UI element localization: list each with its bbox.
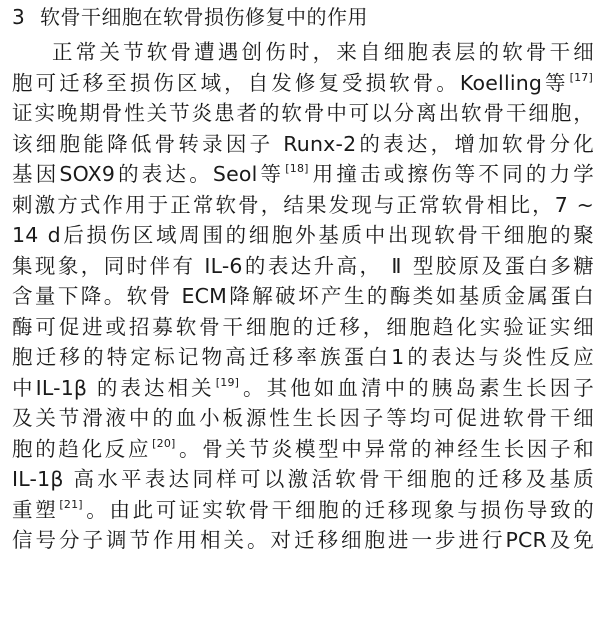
text-run: 含量下降。软骨 ECM降解破坏产生的酶类如基质金属蛋白: [12, 284, 594, 308]
citation-ref[interactable]: [21]: [59, 497, 83, 511]
text-run: 胞的趋化反应: [12, 436, 152, 461]
text-run: IL-1β 高水平表达同样可以激活软骨干细胞的迁移及基质: [12, 467, 594, 491]
text-run: 及关节滑液中的血小板源性生长因子等均可促进软骨干细: [12, 406, 594, 430]
text-line: [12, 525, 594, 555]
text-run: 基因SOX9的表达。Seol等: [12, 162, 285, 186]
text-line: [12, 342, 594, 372]
text-run: 正常关节软骨遭遇创伤时，来自细胞表层的软骨干细: [52, 40, 594, 64]
text-line: [12, 281, 594, 311]
section-heading: [12, 2, 368, 32]
citation-ref[interactable]: [17]: [569, 70, 593, 84]
text-run: 酶可促进或招募软骨干细胞的迁移，细胞趋化实验证实细: [12, 314, 594, 339]
citation-ref[interactable]: [20]: [152, 436, 176, 450]
citation-ref[interactable]: [18]: [285, 162, 309, 175]
text-line: [52, 37, 594, 67]
text-run: 14 d后损伤区域周围的细胞外基质中出现软骨干细胞的聚: [12, 223, 594, 247]
text-run: 用撞击或擦伤等不同的力学: [309, 162, 594, 186]
text-run: 胞迁移的特定标记物高迁移率族蛋白1的表达与炎性反应: [12, 345, 594, 369]
text-line: [12, 159, 594, 189]
text-line: [12, 495, 594, 525]
text-run: 。其他如血清中的胰岛素生长因子: [240, 375, 595, 400]
section-number: 3: [12, 5, 26, 29]
text-line: [12, 464, 594, 494]
text-run: 重塑: [12, 497, 59, 522]
text-line: [12, 373, 594, 403]
text-line: [12, 403, 594, 433]
text-line: [12, 220, 594, 250]
text-run: 。由此可证实软骨干细胞的迁移现象与损伤导致的: [83, 497, 594, 522]
section-title: 软骨干细胞在软骨损伤修复中的作用: [40, 5, 368, 29]
citation-ref[interactable]: [19]: [215, 375, 240, 389]
text-line: [12, 190, 594, 220]
text-line: [12, 129, 594, 159]
text-line: [12, 434, 594, 464]
text-line: [12, 98, 594, 128]
text-line: [12, 68, 594, 98]
text-run: 胞可迁移至损伤区域，自发修复受损软骨。Koelling等: [12, 70, 569, 95]
text-line: [12, 251, 594, 281]
text-run: 中IL-1β 的表达相关: [12, 375, 215, 400]
text-run: 。骨关节炎模型中异常的神经生长因子和: [176, 436, 594, 461]
text-line: [12, 312, 594, 342]
text-run: 信号分子调节作用相关。对迁移细胞进一步进行PCR及免: [12, 528, 594, 552]
text-run: 集现象，同时伴有 IL-6的表达升高， Ⅱ 型胶原及蛋白多糖: [12, 253, 594, 278]
text-run: 刺激方式作用于正常软骨，结果发现与正常软骨相比，7 ~: [12, 192, 594, 217]
text-run: 该细胞能降低骨转录因子 Runx-2的表达，增加软骨分化: [12, 131, 594, 156]
text-run: 证实晚期骨性关节炎患者的软骨中可以分离出软骨干细胞，: [12, 101, 594, 125]
